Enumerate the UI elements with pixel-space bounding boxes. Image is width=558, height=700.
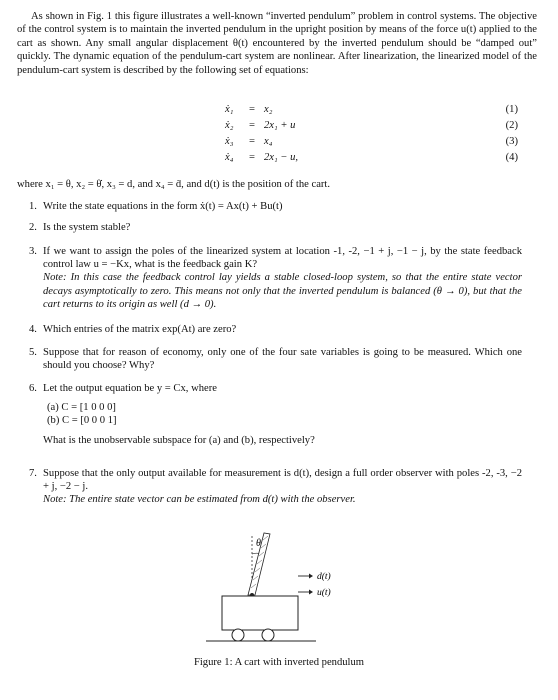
option-b: (b) C = [0 0 0 1] xyxy=(47,415,117,427)
equation-lhs: ẋ₄ xyxy=(225,152,234,163)
question-text: Suppose that the only output available for measurement is d(t), design a full order observer with poles -2, -3, −2 + j, −2 − j. xyxy=(43,468,522,493)
options-block xyxy=(43,401,522,427)
question-number: 5. xyxy=(29,347,37,358)
question-item xyxy=(30,245,522,311)
equation-row xyxy=(0,136,558,152)
d-label: d(t) xyxy=(317,572,331,582)
equation-lhs: ẋ₂ xyxy=(225,120,234,131)
u-arrowhead xyxy=(309,590,313,595)
question-text: If we want to assign the poles of the linearized system at location -1, -2, −1 + j, −1 − j, by the state feedback control law u = −Kx, what is the feedback gain K? xyxy=(43,246,522,271)
where-line: where x₁ = θ, x₂ = θ̇, x₃ = d, and x₄ = ḋ, and d(t) is the position of the cart. xyxy=(17,179,331,190)
figure xyxy=(0,524,558,674)
question-item xyxy=(30,221,522,234)
cart-wheel-right xyxy=(262,629,274,641)
question-item xyxy=(30,200,522,213)
equation-lhs: ẋ₁ xyxy=(225,104,234,115)
equation-rhs: 2x₁ − u, xyxy=(264,152,299,163)
u-label: u(t) xyxy=(317,588,331,598)
equation-number: (4) xyxy=(505,152,518,163)
figure-caption: Figure 1: A cart with inverted pendulum xyxy=(193,657,365,668)
question-number: 2. xyxy=(29,222,37,233)
equation-number: (1) xyxy=(505,104,518,115)
cart-pendulum-diagram xyxy=(0,524,558,664)
question-text: Write the state equations in the form ẋ(t) = Ax(t) + Bu(t) xyxy=(43,201,283,212)
question-number: 1. xyxy=(29,201,37,212)
equation-lhs: ẋ₃ xyxy=(225,136,234,147)
question-number: 6. xyxy=(29,383,37,394)
question-text: Which entries of the matrix exp(At) are zero? xyxy=(43,324,237,335)
question-item xyxy=(30,382,522,447)
equation-operator: = xyxy=(249,152,255,163)
question-number: 4. xyxy=(29,324,37,335)
equation-number: (3) xyxy=(505,136,518,147)
question-number: 7. xyxy=(29,468,37,479)
equation-operator: = xyxy=(249,104,255,115)
question-item xyxy=(30,467,522,507)
question-item xyxy=(30,323,522,336)
equation-rhs: 2x₁ + u xyxy=(264,120,296,131)
cart-body xyxy=(222,596,298,630)
equation-row xyxy=(0,120,558,136)
question-note: Note: In this case the feedback control lay yields a stable closed-loop system, so that the entire state vector decays asymptotically to zero. This means not only that the inverted pendulum is balanced (θ → 0), but that the cart returns to its origin as well (d → 0). xyxy=(43,272,522,310)
question-followup: What is the unobservable subspace for (a) and (b), respectively? xyxy=(43,434,315,446)
question-text: Is the system stable? xyxy=(43,222,131,233)
theta-label: θ xyxy=(256,538,261,549)
question-text: Suppose that for reason of economy, only one of the four sate variables is going to be measured. Which one should you choose? Why? xyxy=(43,347,522,372)
intro-paragraph: As shown in Fig. 1 this figure illustrates a well-known “inverted pendulum” problem in control systems. The objective of the control system is to maintain the inverted pendulum in the upright position by means of the force u(t) applied to the cart as shown. Any small angular displacement θ(t) encountered by the inverted pendulum should be “damped out” quickly. The dynamic equation of the pendulum-cart system are nonlinear. After linearization, the linearized model of the pendulum-cart system is described by the following set of equations: xyxy=(17,11,537,76)
equation-rhs: x₄ xyxy=(264,136,273,147)
equation-rhs: x₂ xyxy=(264,104,273,115)
equation-operator: = xyxy=(249,120,255,131)
cart-wheel-left xyxy=(232,629,244,641)
equation-row xyxy=(0,104,558,120)
d-arrowhead xyxy=(309,574,313,579)
question-number: 3. xyxy=(29,246,37,257)
option-a: (a) C = [1 0 0 0] xyxy=(47,402,116,414)
question-note: Note: The entire state vector can be estimated from d(t) with the observer. xyxy=(43,494,356,506)
question-item xyxy=(30,346,522,372)
equation-number: (2) xyxy=(505,120,518,131)
equation-row xyxy=(0,152,558,168)
question-text: Let the output equation be y = Cx, where xyxy=(43,383,217,394)
equation-operator: = xyxy=(249,136,255,147)
